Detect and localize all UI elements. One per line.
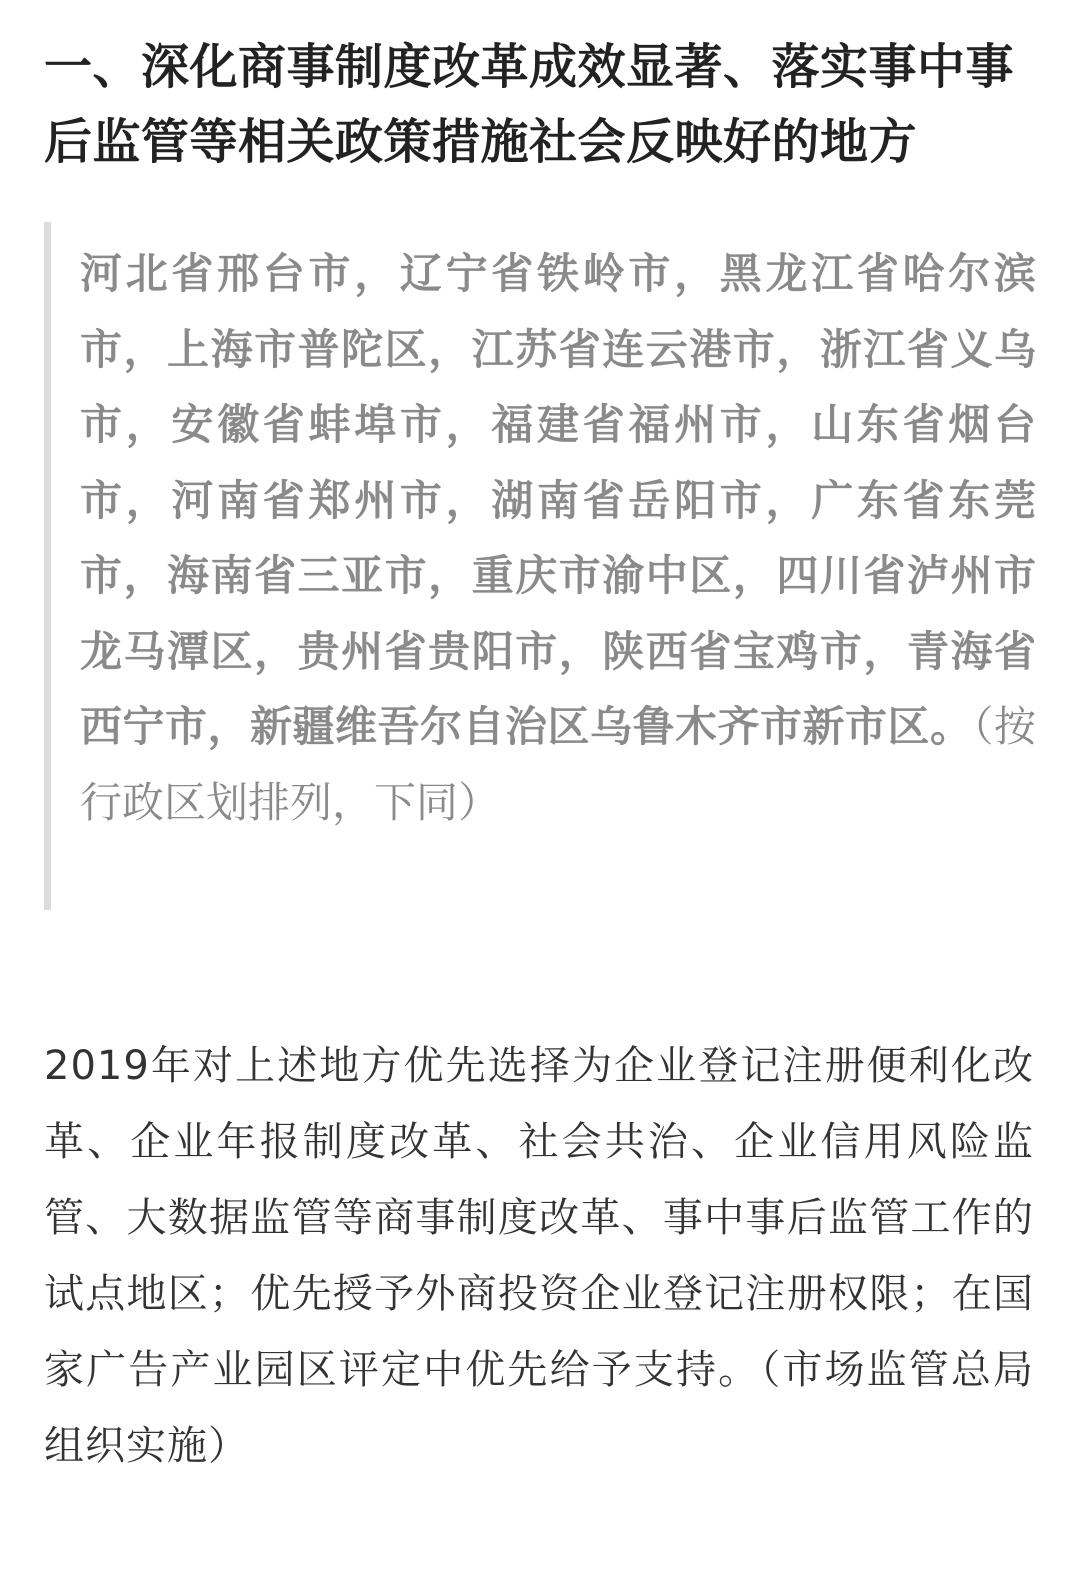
ordering-note: （按行政区划排列，下同） xyxy=(80,702,1036,827)
section-heading: 一、深化商事制度改革成效显著、落实事中事后监管等相关政策措施社会反映好的地方 xyxy=(44,39,1015,170)
places-text xyxy=(80,236,1036,840)
places-list: 河北省邢台市，辽宁省铁岭市，黑龙江省哈尔滨市，上海市普陀区，江苏省连云港市，浙江省义乌市，安徽省蚌埠市，福建省福州市，山东省烟台市，河南省郑州市，湖南省岳阳市，广东省东莞市，海南省三亚市，重庆市渝中区，四川省泸州市龙马潭区，贵州省贵阳市，陕西省宝鸡市，青海省西宁市，新疆维吾尔自治区乌鲁木齐市新市区。 xyxy=(80,249,1036,751)
policy-paragraph: 2019年对上述地方优先选择为企业登记注册便利化改革、企业年报制度改革、社会共治、企业信用风险监管、大数据监管等商事制度改革、事中事后监管工作的试点地区；优先授予外商投资企业登记注册权限；在国家广告产业园区评定中优先给予支持。（市场监管总局组织实施） xyxy=(44,1043,1034,1469)
places-blockquote xyxy=(44,222,1036,910)
